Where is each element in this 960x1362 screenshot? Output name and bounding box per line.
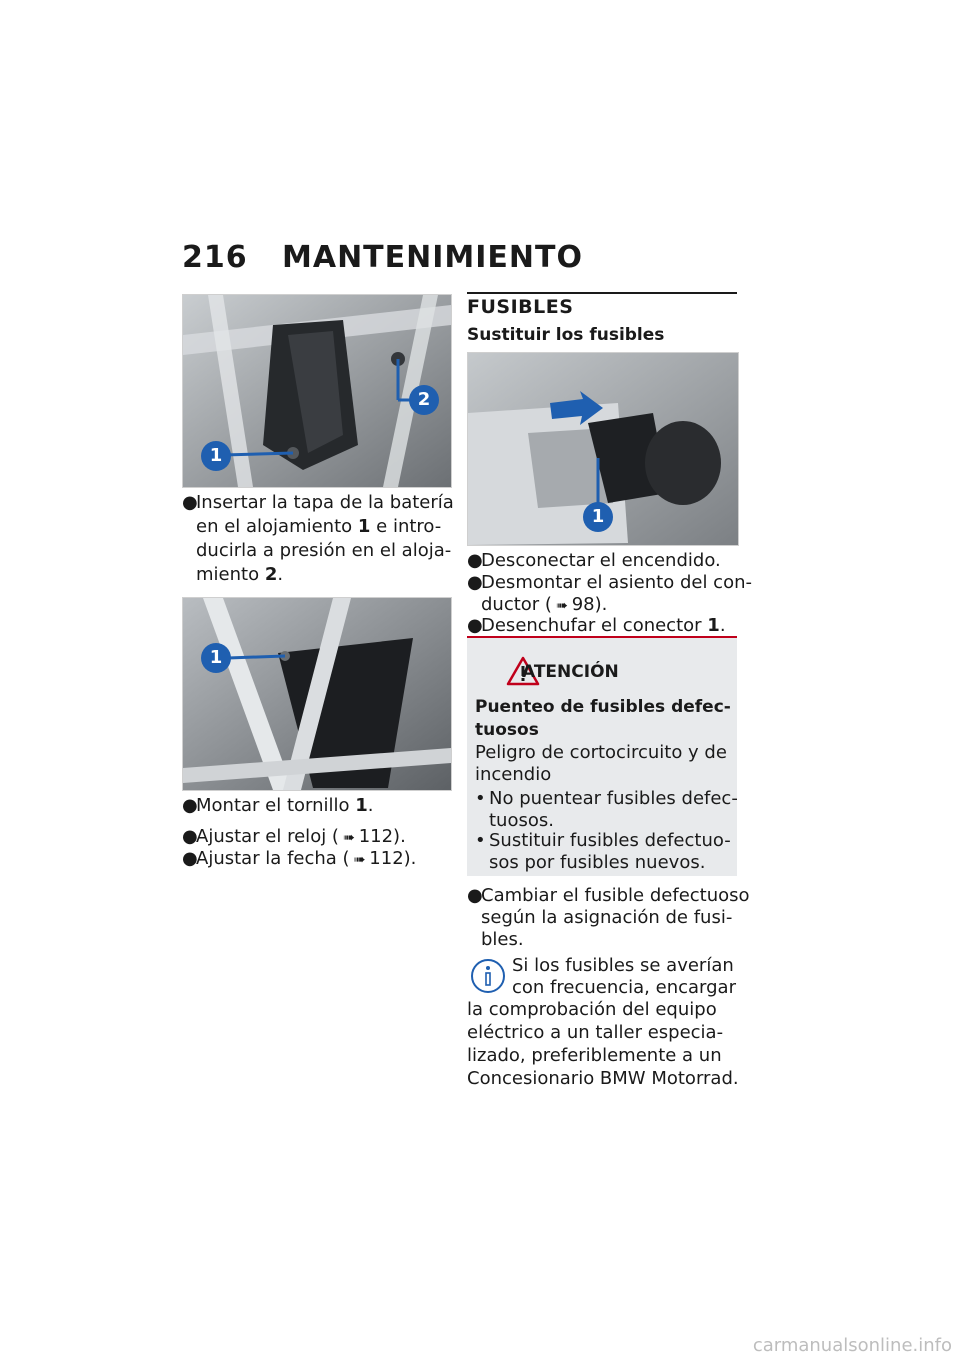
warning-item-text: Sustituir fusibles defectuo- bbox=[489, 830, 731, 851]
step-set-date bbox=[182, 847, 416, 872]
bullet: ● bbox=[467, 885, 483, 906]
section-rule bbox=[467, 292, 737, 294]
step-unplug-connector bbox=[467, 614, 726, 637]
page-number: 216 bbox=[182, 240, 248, 275]
page-ref[interactable]: 112 bbox=[369, 848, 404, 869]
step-text: Desmontar el asiento del con- bbox=[481, 572, 752, 593]
page-ref-arrow-icon: ➠ bbox=[353, 852, 366, 868]
step-insert-cover bbox=[182, 491, 454, 514]
bullet: ● bbox=[182, 848, 198, 869]
warning-item-2-line2: sos por fusibles nuevos. bbox=[489, 852, 706, 873]
ref-number: 2 bbox=[264, 564, 278, 585]
step-text: e intro- bbox=[370, 516, 442, 537]
warning-label: ATENCIÓN bbox=[522, 662, 619, 682]
step-text: Insertar la tapa de la batería bbox=[196, 492, 454, 513]
fuse-connector-photo bbox=[467, 352, 739, 546]
step-ignition-off bbox=[467, 549, 721, 572]
page-ref[interactable]: 112 bbox=[358, 826, 394, 847]
bullet: ● bbox=[467, 572, 483, 593]
bullet: ● bbox=[182, 492, 198, 513]
info-line4: eléctrico a un taller especia- bbox=[467, 1022, 724, 1043]
step-text: . bbox=[277, 564, 284, 585]
info-line2: con frecuencia, encargar bbox=[512, 977, 736, 998]
step-insert-cover-line2 bbox=[196, 515, 441, 538]
step-text: ). bbox=[594, 594, 608, 615]
ref-number: 1 bbox=[357, 516, 371, 537]
frame-screw-photo bbox=[182, 597, 452, 791]
step-text: ducirla a presión en el aloja- bbox=[196, 540, 452, 561]
step-insert-cover-line3 bbox=[196, 539, 451, 562]
step-replace-fuse bbox=[467, 884, 750, 907]
page-ref[interactable]: 98 bbox=[571, 594, 595, 615]
bullet: ● bbox=[467, 615, 483, 636]
step-text: Ajustar el reloj ( bbox=[196, 826, 339, 847]
subsection-title: Sustituir los fusibles bbox=[467, 325, 665, 345]
step-text: Ajustar la fecha ( bbox=[196, 848, 350, 869]
step-mount-screw bbox=[182, 794, 374, 817]
warning-item-text: No puentear fusibles defec- bbox=[489, 788, 738, 809]
step-text: Montar el tornillo bbox=[196, 795, 356, 816]
ref-number: 1 bbox=[355, 795, 368, 816]
step-text: miento bbox=[196, 564, 265, 585]
warning-item-2 bbox=[475, 829, 731, 852]
step-remove-seat bbox=[467, 571, 752, 594]
callout-2-badge: 2 bbox=[409, 385, 439, 415]
step-text: Cambiar el fusible defectuoso bbox=[481, 885, 750, 906]
info-icon bbox=[468, 956, 508, 1000]
info-line1: Si los fusibles se averían bbox=[512, 955, 734, 976]
page-ref-arrow-icon: ➠ bbox=[555, 598, 568, 614]
page-ref-arrow-icon: ➠ bbox=[342, 830, 355, 846]
warning-rule bbox=[467, 636, 737, 638]
ref-number: 1 bbox=[707, 615, 720, 636]
info-line3: la comprobación del equipo bbox=[467, 999, 717, 1020]
step-replace-fuse-line3: bles. bbox=[481, 929, 524, 950]
step-replace-fuse-line2: según la asignación de fusi- bbox=[481, 907, 733, 928]
step-text: ductor ( bbox=[481, 594, 552, 615]
step-text: ). bbox=[403, 848, 417, 869]
step-text: en el alojamiento bbox=[196, 516, 358, 537]
warning-item-1 bbox=[475, 787, 738, 810]
warning-desc-line2: incendio bbox=[475, 764, 552, 785]
battery-cover-photo bbox=[182, 294, 452, 488]
step-text: ). bbox=[393, 826, 406, 847]
step-text: . bbox=[719, 615, 726, 636]
watermark: carmanualsonline.info bbox=[752, 1335, 952, 1356]
callout-1-badge: 1 bbox=[583, 502, 613, 532]
warning-title-line2: tuosos bbox=[475, 720, 539, 740]
step-text: Desenchufar el conector bbox=[481, 615, 708, 636]
small-bullet: • bbox=[475, 830, 486, 851]
bullet: ● bbox=[467, 550, 483, 571]
bullet: ● bbox=[182, 826, 198, 847]
step-text: Desconectar el encendido. bbox=[481, 550, 721, 571]
warning-title-line1: Puenteo de fusibles defec- bbox=[475, 697, 731, 717]
warning-item-1-line2: tuosos. bbox=[489, 810, 554, 831]
step-insert-cover-line4 bbox=[196, 563, 283, 586]
callout-1-badge: 1 bbox=[201, 441, 231, 471]
bullet: ● bbox=[182, 795, 198, 816]
warning-desc-line1: Peligro de cortocircuito y de bbox=[475, 742, 727, 763]
chapter-title: MANTENIMIENTO bbox=[282, 240, 583, 275]
step-text: . bbox=[367, 795, 374, 816]
info-line5: lizado, preferiblemente a un bbox=[467, 1045, 722, 1066]
small-bullet: • bbox=[475, 788, 486, 809]
info-line6: Concesionario BMW Motorrad. bbox=[467, 1068, 739, 1089]
section-title: FUSIBLES bbox=[467, 296, 574, 318]
callout-1-badge: 1 bbox=[201, 643, 231, 673]
